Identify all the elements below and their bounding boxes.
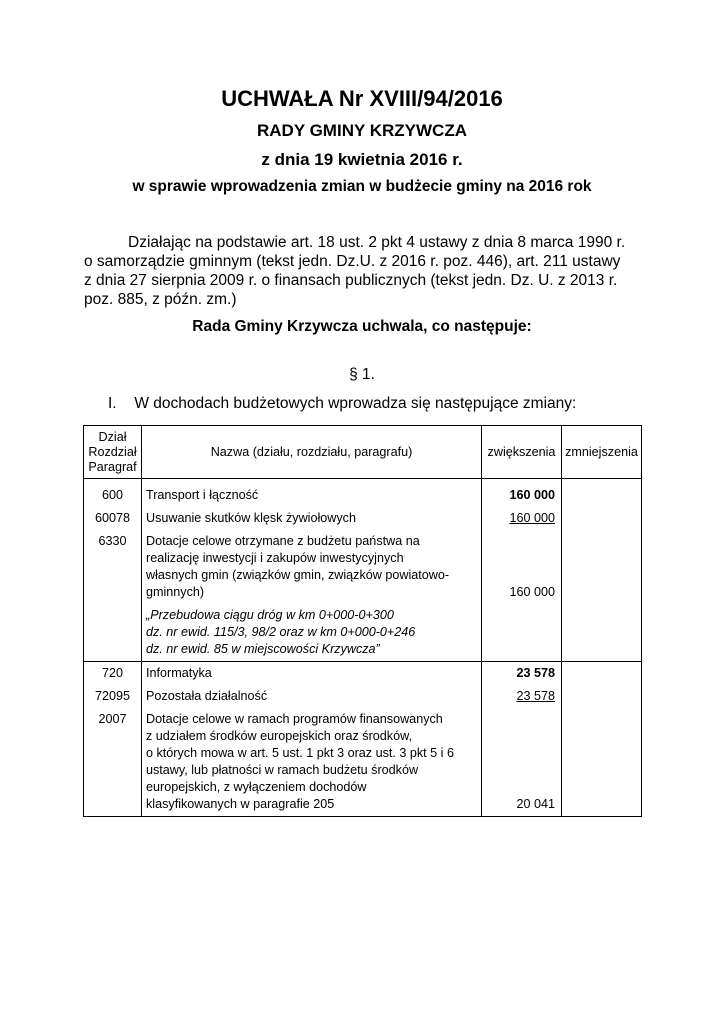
- row-increase: 23 578: [482, 662, 562, 686]
- row-name: Usuwanie skutków klęsk żywiołowych: [142, 507, 482, 530]
- row-name-line: ustawy, lub płatności w ramach budżetu środków: [146, 763, 419, 777]
- legal-basis-line: Działając na podstawie art. 18 ust. 2 pkt 4 ustawy z dnia 8 marca 1990 r.: [128, 234, 626, 251]
- resolves-heading: Rada Gminy Krzywcza uchwala, co następuje:: [192, 318, 532, 335]
- resolution-title: UCHWAŁA Nr XVIII/94/2016: [221, 86, 503, 111]
- row-code: 72095: [84, 685, 142, 708]
- project-note: [146, 607, 477, 658]
- table-row: [84, 507, 642, 530]
- section-heading: [108, 395, 576, 413]
- row-name-line: z udziałem środków europejskich oraz środków,: [146, 729, 412, 743]
- table-row: [84, 530, 642, 662]
- header-code-line: Paragraf: [88, 459, 137, 474]
- row-name-line: klasyfikowanych w paragrafie 205: [146, 797, 335, 811]
- row-name-line: Dotacje celowe otrzymane z budżetu państwa na: [146, 534, 420, 548]
- legal-basis-line: z dnia 27 sierpnia 2009 r. o finansach publicznych (tekst jedn. Dz. U. z 2013 r.: [84, 272, 618, 289]
- row-increase: [482, 530, 562, 662]
- row-name-line: gminnych): [146, 585, 205, 599]
- table-row: [84, 685, 642, 708]
- column-header-code: [84, 426, 142, 479]
- row-decrease: [562, 507, 642, 530]
- row-increase: [482, 507, 562, 530]
- row-name: Informatyka: [142, 662, 482, 686]
- project-note-line: dz. nr ewid. 115/3, 98/2 oraz w km 0+000-0+246: [146, 625, 416, 639]
- row-code: 6330: [84, 530, 142, 662]
- row-name-line: realizację inwestycji i zakupów inwestycyjnych: [146, 551, 404, 565]
- column-header-increase: zwiększenia: [482, 426, 562, 479]
- table-row: [84, 708, 642, 817]
- row-name-line: Dotacje celowe w ramach programów finansowanych: [146, 712, 443, 726]
- row-decrease: [562, 530, 642, 662]
- row-code: 720: [84, 662, 142, 686]
- section-text: W dochodach budżetowych wprowadza się następujące zmiany:: [134, 395, 577, 412]
- row-increase-value: 160 000: [509, 585, 555, 599]
- header-code-line: Dział: [98, 429, 127, 444]
- row-name: Pozostała działalność: [142, 685, 482, 708]
- row-increase: 160 000: [482, 479, 562, 508]
- council-name: RADY GMINY KRZYWCZA: [257, 121, 467, 140]
- row-decrease: [562, 662, 642, 686]
- paragraph-sign: § 1.: [349, 366, 375, 383]
- project-note-line: dz. nr ewid. 85 w miejscowości Krzywcza”: [146, 642, 380, 656]
- column-header-name: Nazwa (działu, rozdziału, paragrafu): [142, 426, 482, 479]
- row-decrease: [562, 708, 642, 817]
- row-name: [142, 530, 482, 662]
- resolution-subject: w sprawie wprowadzenia zmian w budżecie gminy na 2016 rok: [132, 178, 592, 195]
- row-name-line: o których mowa w art. 5 ust. 1 pkt 3 oraz ust. 3 pkt 5 i 6: [146, 746, 454, 760]
- legal-basis-line: poz. 885, z późn. zm.): [84, 291, 237, 308]
- column-header-decrease: zmniejszenia: [562, 426, 642, 479]
- table-row: [84, 662, 642, 686]
- income-changes-table: [83, 425, 642, 817]
- table-row: [84, 479, 642, 508]
- resolution-date: z dnia 19 kwietnia 2016 r.: [261, 150, 463, 169]
- row-code: 600: [84, 479, 142, 508]
- table-header-row: [84, 426, 642, 479]
- project-note-line: „Przebudowa ciągu dróg w km 0+000-0+300: [146, 608, 394, 622]
- row-increase: 20 041: [482, 708, 562, 817]
- row-code: 60078: [84, 507, 142, 530]
- row-increase-value: 160 000: [509, 511, 555, 525]
- row-name: [142, 708, 482, 817]
- row-increase: [482, 685, 562, 708]
- row-decrease: [562, 479, 642, 508]
- section-number: I.: [108, 395, 117, 412]
- row-decrease: [562, 685, 642, 708]
- legal-basis-paragraph: [84, 233, 640, 309]
- row-name: Transport i łączność: [142, 479, 482, 508]
- row-name-line: europejskich, z wyłączeniem dochodów: [146, 780, 367, 794]
- legal-basis-line: o samorządzie gminnym (tekst jedn. Dz.U. z 2016 r. poz. 446), art. 211 ustawy: [84, 253, 621, 270]
- row-name-line: własnych gmin (związków gmin, związków powiatowo-: [146, 568, 450, 582]
- row-increase-value: 23 578: [516, 689, 555, 703]
- header-code-line: Rozdział: [88, 444, 137, 459]
- row-code: 2007: [84, 708, 142, 817]
